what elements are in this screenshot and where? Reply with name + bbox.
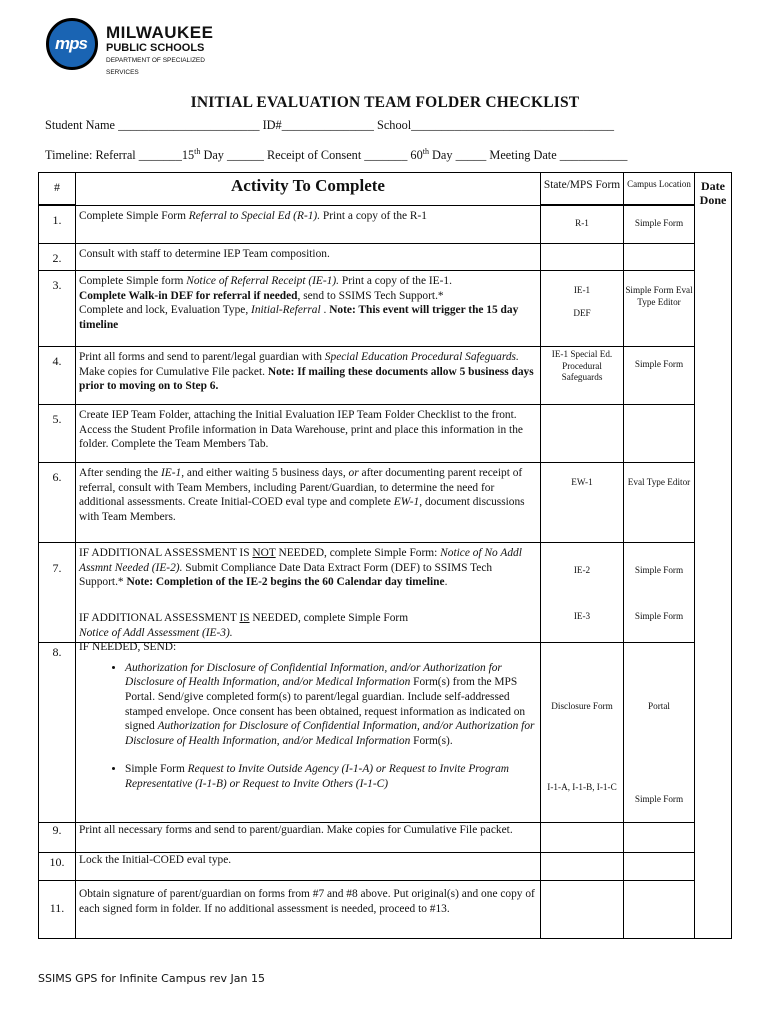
row-number: 11. xyxy=(39,881,76,939)
row-state-form: EW-1 xyxy=(541,463,624,543)
row-activity: Complete Simple form Notice of Referral Receipt (IE-1). Print a copy of the IE-1. Complete Walk-in DEF for referral if needed, send to SSIMS Tech Support.* Complete and lock, Evaluation Type, Initial-Referral . Note: This event will trigger the 15 day timeline xyxy=(76,271,541,347)
row-activity: IF ADDITIONAL ASSESSMENT IS NEEDED, complete Simple Form Notice of Addl Assessment (IE-3). IF NEEDED, SEND: • Authorization for Disclosure of Confidential Information, and/or Authorization for Disclosure of Health Information, and/or Medical Information Form(s) from the MPS Portal. Send/give completed form(s) to parent/legal guardian. Include self-addressed stamped envelope. Once consent has been obtained, request information as indicated on signed Authorization for Disclosure of Confidential Information, and/or Authorization for Disclosure of Health Information, and/or Medical Information Form(s). • Simple Form Request to Invite Outside Agency (I-1-A) or Request to Invite Program Representative (I-1-B) or Request to Invite Others (I-1-C) xyxy=(76,643,541,823)
table-row xyxy=(39,823,732,853)
row-activity: Complete Simple Form Referral to Special Ed (R-1). Print a copy of the R-1 xyxy=(76,206,541,244)
page-title: INITIAL EVALUATION TEAM FOLDER CHECKLIST xyxy=(190,94,580,111)
table-row xyxy=(39,206,732,244)
row-activity: Print all forms and send to parent/legal guardian with Special Education Procedural Safeguards. Make copies for Cumulative File packet. Note: If mailing these documents allow 5 business days prior to moving on to Step 6. xyxy=(76,347,541,405)
checklist-table xyxy=(38,172,732,939)
row-state-form: R-1 xyxy=(541,206,624,244)
row-activity: IF ADDITIONAL ASSESSMENT IS NOT NEEDED, complete Simple Form: Notice of No Addl Assmnt Needed (IE-2). Submit Compliance Date Data Extract Form (DEF) to SSIMS Tech Support.* Note: Completion of the IE-2 begins the 60 Calendar day timeline. xyxy=(76,543,541,643)
table-row xyxy=(39,853,732,881)
header-date-done: Date Done xyxy=(695,173,732,939)
row-number: 3. xyxy=(39,271,76,347)
table-header-row xyxy=(39,173,732,205)
table-row xyxy=(39,244,732,271)
row-activity: Create IEP Team Folder, attaching the Initial Evaluation IEP Team Folder Checklist to the front. Access the Student Profile information in Data Warehouse, print and place this information in the folder. Complete the Team Members Tab. xyxy=(76,405,541,463)
table-row xyxy=(39,643,732,823)
row-campus-location: Simple Form Portal Simple Form xyxy=(624,643,695,823)
row-campus-location: Eval Type Editor xyxy=(624,463,695,543)
student-info-line: Student Name _______________________ ID#_______________ School_________________________________ xyxy=(45,118,615,132)
table-row xyxy=(39,347,732,405)
header-state-form: State/MPS Form xyxy=(541,173,624,205)
row-number: 6. xyxy=(39,463,76,543)
mps-logo xyxy=(46,18,236,76)
list-item: • Simple Form Request to Invite Outside Agency (I-1-A) or Request to Invite Program Representative (I-1-B) or Request to Invite Others (I-1-C) xyxy=(125,762,537,791)
row-activity: After sending the IE-1, and either waiting 5 business days, or after documenting parent receipt of referral, consult with Team Members, including Parent/Guardian, to determine the need for additional assessments. Create Initial-COED eval type and complete EW-1, document discussions with Team Members. xyxy=(76,463,541,543)
row-campus-location: Simple Form xyxy=(624,543,695,643)
header-num: # xyxy=(39,173,76,205)
row-campus-location: Simple Form xyxy=(624,206,695,244)
footer-text: SSIMS GPS for Infinite Campus rev Jan 15 xyxy=(38,972,266,985)
timeline-line: Timeline: Referral _______15th Day ______ Receipt of Consent _______ 60th Day _____ Meeting Date ___________ xyxy=(45,147,628,163)
row-activity: Consult with staff to determine IEP Team composition. xyxy=(76,244,541,271)
row-number: 7. xyxy=(39,543,76,643)
header-activity: Activity To Complete xyxy=(76,173,541,206)
logo-line-1: MILWAUKEE xyxy=(106,23,214,42)
row-activity: Lock the Initial-COED eval type. xyxy=(76,853,541,881)
row-state-form: IE-1 Special Ed. Procedural Safeguards xyxy=(541,347,624,405)
row-number: 4. xyxy=(39,347,76,405)
row-number: 5. xyxy=(39,405,76,463)
row-activity: Obtain signature of parent/guardian on forms from #7 and #8 above. Put original(s) and one copy of each signed form in folder. If no additional assessment is needed, proceed to #13. xyxy=(76,881,541,939)
logo-line-3: DEPARTMENT OF SPECIALIZED SERVICES xyxy=(106,57,205,76)
row-number: 10. xyxy=(39,853,76,881)
row-number: 1. xyxy=(39,206,76,244)
table-row xyxy=(39,405,732,463)
row-activity: Print all necessary forms and send to parent/guardian. Make copies for Cumulative File packet. xyxy=(76,823,541,853)
row-number: 8. xyxy=(39,643,76,823)
row-number: 2. xyxy=(39,244,76,271)
table-row xyxy=(39,881,732,939)
list-item: • Authorization for Disclosure of Confidential Information, and/or Authorization for Disclosure of Health Information, and/or Medical Information Form(s) from the MPS Portal. Send/give completed form(s) to parent/legal guardian. Include self-addressed stamped envelope. Once consent has been obtained, request information as indicated on signed Authorization for Disclosure of Confidential Information, and/or Authorization for Disclosure of Health Information, and/or Medical Information Form(s). xyxy=(125,661,537,749)
mps-logo-mark xyxy=(46,18,98,70)
row-number: 9. xyxy=(39,823,76,853)
row-state-form: IE-1 DEF xyxy=(541,271,624,347)
row-state-form: IE-2 xyxy=(541,543,624,643)
table-row xyxy=(39,271,732,347)
table-row xyxy=(39,463,732,543)
logo-line-2: PUBLIC SCHOOLS xyxy=(106,42,205,54)
logo-mark-text: mps xyxy=(55,34,87,53)
header-campus-location: Campus Location xyxy=(624,173,695,205)
row-campus-location: Simple Form xyxy=(624,347,695,405)
row-campus-location: Simple Form Eval Type Editor xyxy=(624,271,695,347)
row-state-form: IE-3 Disclosure Form I-1-A, I-1-B, I-1-C xyxy=(541,643,624,823)
